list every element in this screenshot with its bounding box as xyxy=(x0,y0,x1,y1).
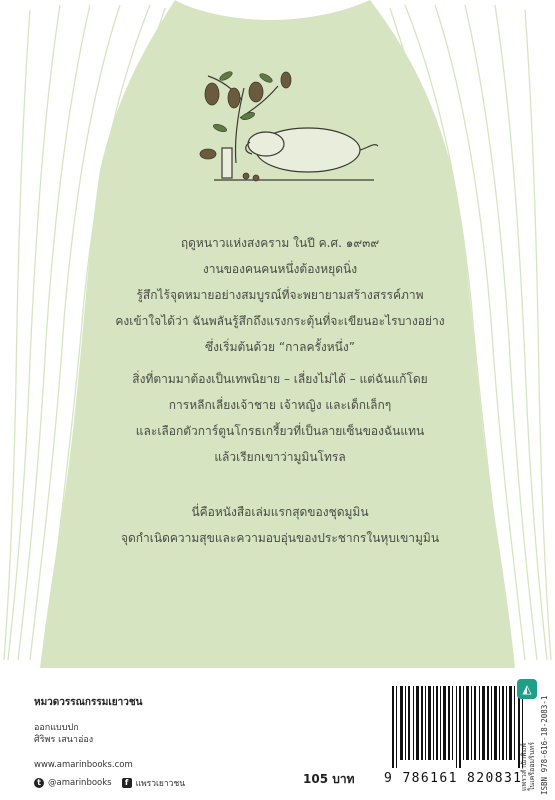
social-links xyxy=(34,776,185,790)
blurb-line-9: แล้วเรียกเขาว่ามูมินโทรล xyxy=(214,450,346,464)
barcode xyxy=(392,686,524,768)
moomin-sleeping-illustration xyxy=(196,58,386,193)
barcode-number: 9 786161 820831 xyxy=(384,771,523,786)
left-curtain xyxy=(0,0,175,668)
publisher-logo-line2: ในเครืออมรินทร์ xyxy=(528,742,536,791)
publisher-logo-icon: ◭ xyxy=(517,679,537,699)
cover-design-label: ออกแบบปก xyxy=(34,723,79,733)
blurb-line-6: สิ่งที่ตามมาต้องเป็นเทพนิยาย – เลี่ยงไม่ได้ – แต่ฉันแก้โดย xyxy=(132,372,428,386)
blurb-line-11: จุดกำเนิดความสุขและความอบอุ่นของประชากรในหุบเขามูมิน xyxy=(120,531,440,545)
isbn-number: ISBN 978-616-18-2083-1 xyxy=(540,695,549,795)
blurb-line-4: คงเข้าใจได้ว่า ฉันพลันรู้สึกถึงแรงกระตุ้นที่จะเขียนอะไรบางอย่าง xyxy=(115,314,445,328)
top-drape xyxy=(175,0,370,20)
blurb-line-2: งานของคนคนหนึ่งต้องหยุดนิ่ง xyxy=(202,262,358,276)
book-price: 105 บาท xyxy=(303,772,355,786)
twitter-handle: @amarinbooks xyxy=(48,778,112,788)
publisher-logo xyxy=(516,675,538,795)
publisher-website: www.amarinbooks.com xyxy=(34,760,133,770)
imprint-category: หมวดวรรณกรรมเยาวชน xyxy=(34,697,143,708)
twitter-icon: t xyxy=(34,778,44,788)
blurb-line-10: นี่คือหนังสือเล่มแรกสุดของชุดมูมิน xyxy=(191,505,369,519)
blurb-line-7: การหลีกเลี่ยงเจ้าชาย เจ้าหญิง และเด็กเล็กๆ xyxy=(168,398,392,412)
blurb-line-1: ฤดูหนาวแห่งสงคราม ในปี ค.ศ. ๑๙๓๙ xyxy=(180,236,380,250)
facebook-page: แพรวเยาวชน xyxy=(135,779,186,789)
cover-designer-name: ศิริพร เสนาอ่อง xyxy=(34,735,94,745)
publisher-logo-text xyxy=(520,742,536,791)
blurb-line-5: ซึ่งเริ่มต้นด้วย “กาลครั้งหนึ่ง” xyxy=(205,340,355,354)
blurb-line-3: รู้สึกไร้จุดหมายอย่างสมบูรณ์ที่จะพยายามสร้างสรรค์ภาพ xyxy=(136,288,424,302)
isbn-text-vertical xyxy=(540,677,550,795)
facebook-icon: f xyxy=(122,778,132,788)
blurb-line-8: และเลือกตัวการ์ตูนโกรธเกรี้ยวที่เป็นลายเซ็นของฉันแทน xyxy=(135,424,425,438)
publisher-logo-line1: แพรวสำนักพิมพ์ xyxy=(520,743,528,791)
